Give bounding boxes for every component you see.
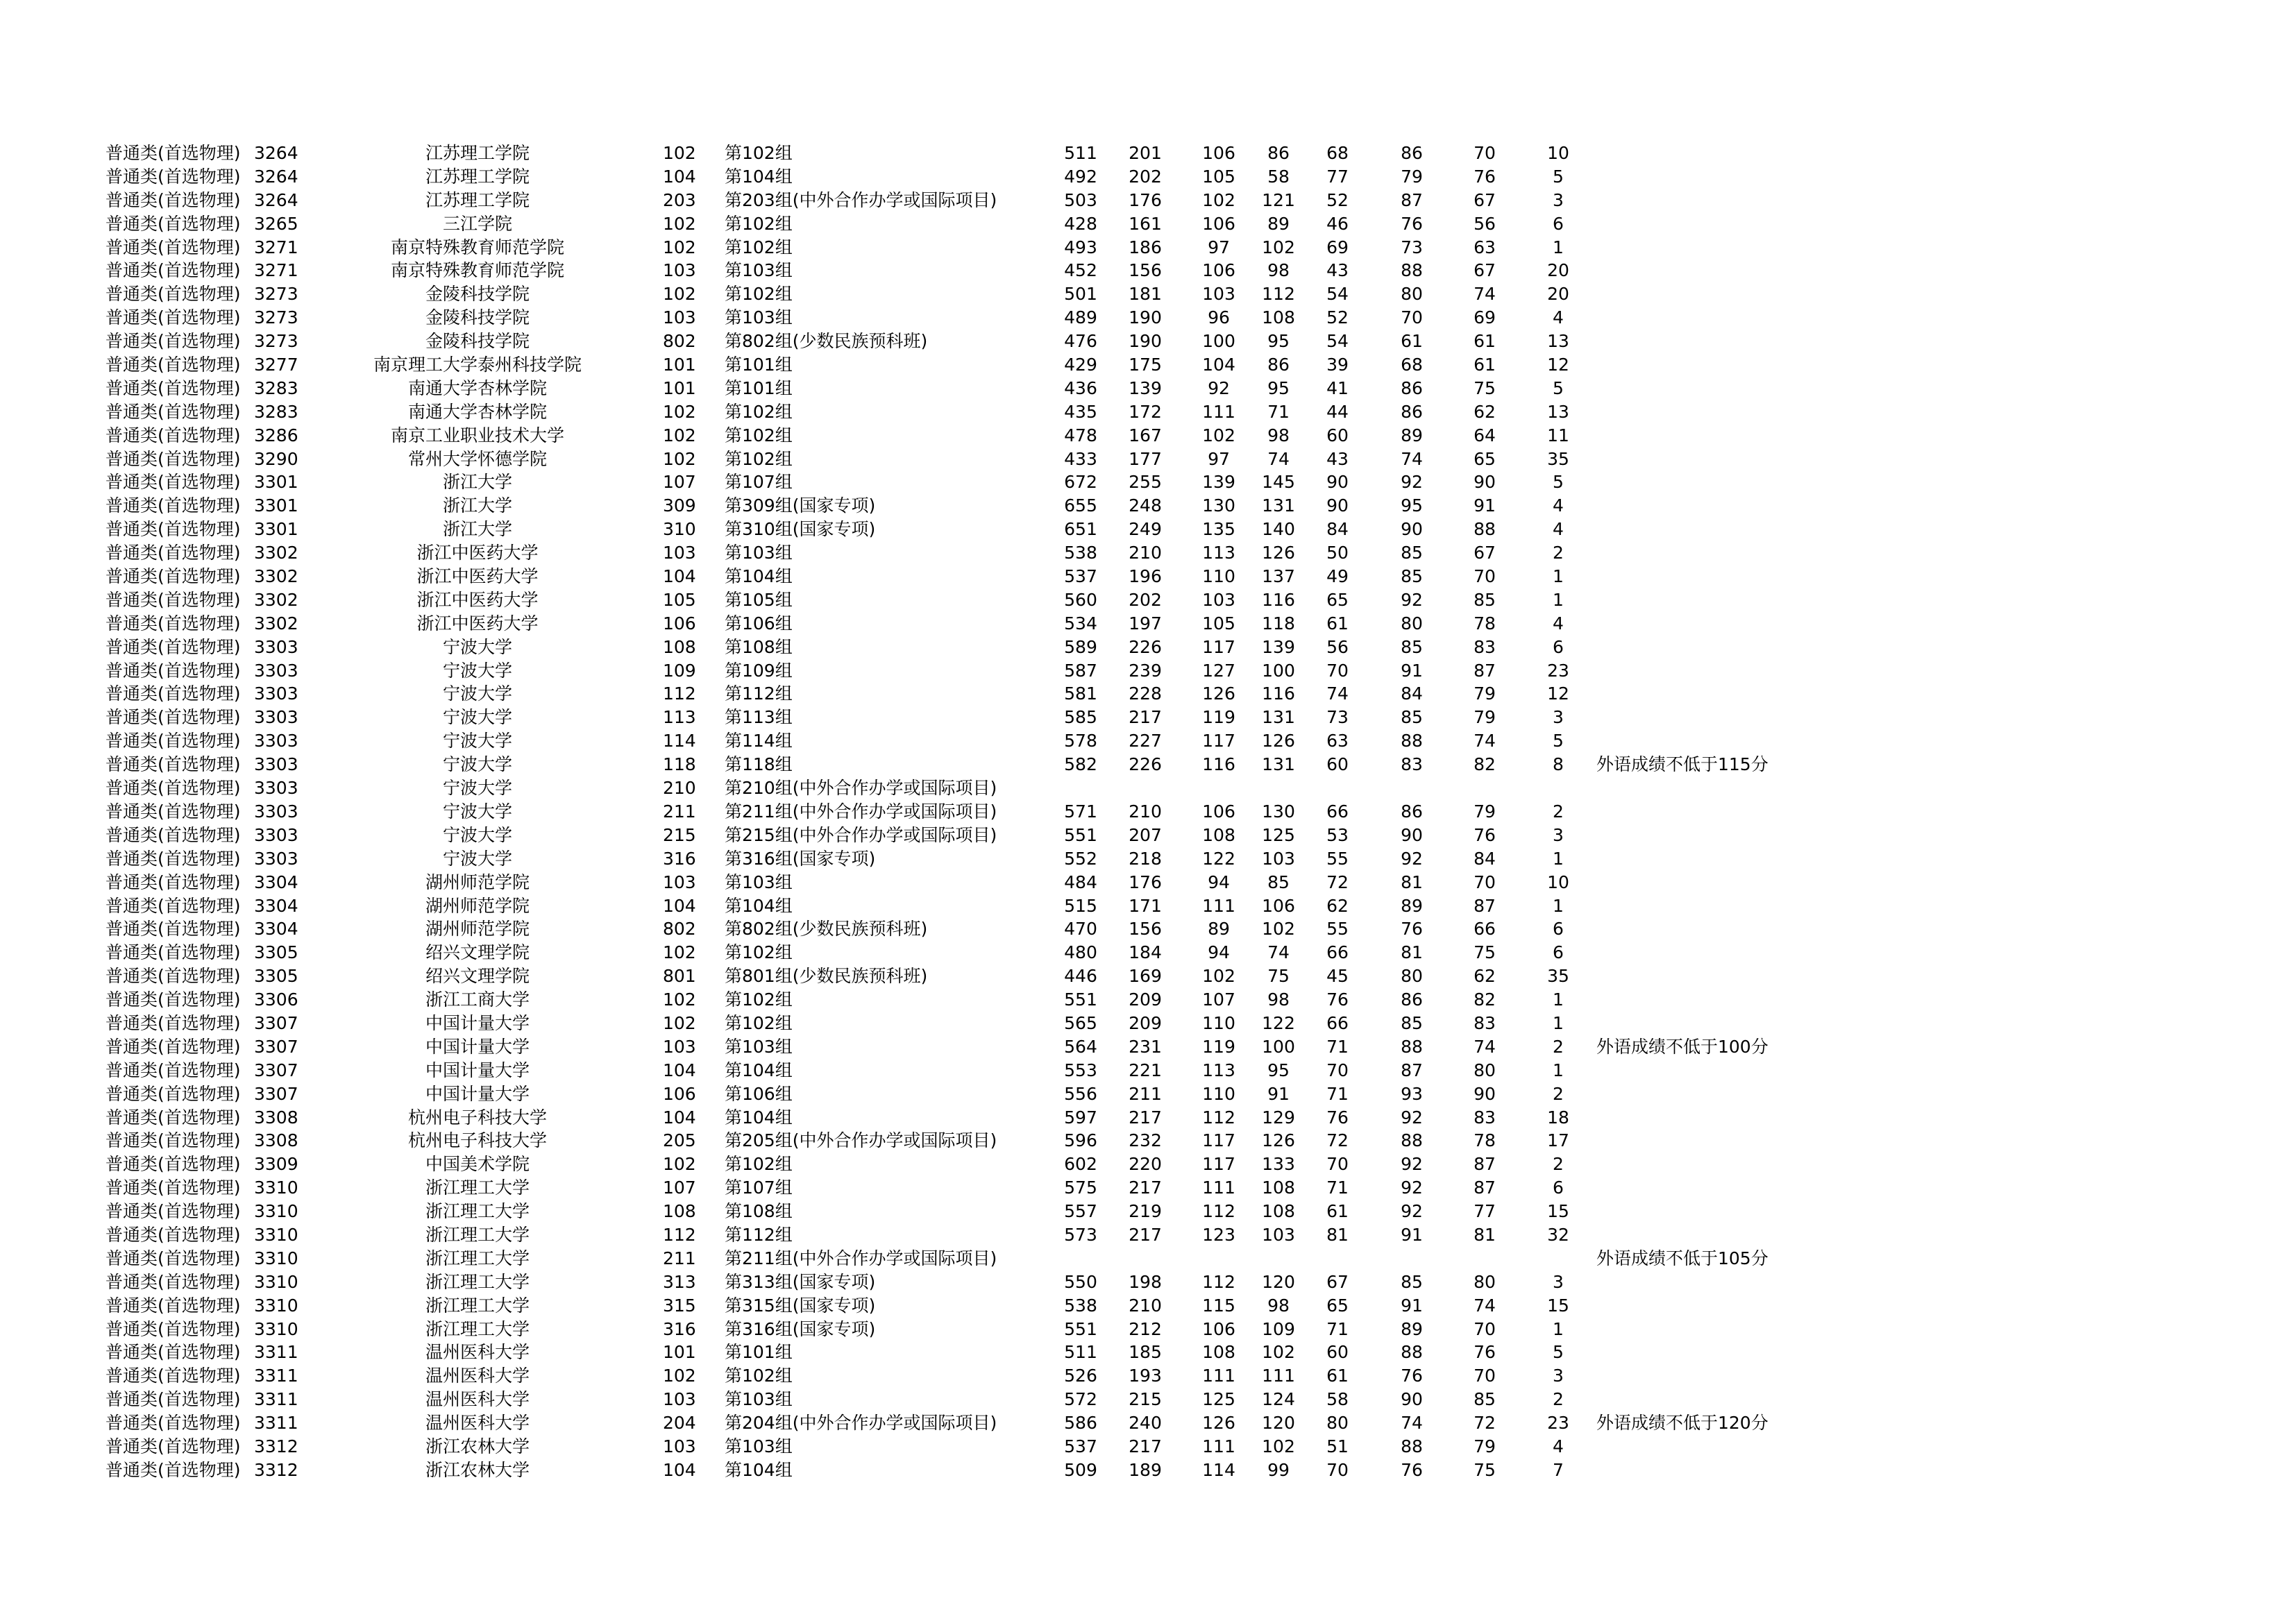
table-row: 普通类(首选物理) 3303 宁波大学 118 第118组 582 226 116 131 60 83 82 8 外语成绩不低于115分 — [0, 753, 2296, 776]
school-code-cell: 3311 — [254, 1342, 298, 1363]
table-row: 普通类(首选物理) 3307 中国计量大学 102 第102组 565 209 110 122 66 85 83 1 — [0, 1012, 2296, 1035]
table-row: 普通类(首选物理) 3302 浙江中医药大学 106 第106组 534 197 105 118 61 80 78 4 — [0, 612, 2296, 636]
group-code-cell: 102 — [663, 284, 696, 305]
group-name-cell: 第102组 — [725, 1154, 793, 1175]
category-cell: 普通类(首选物理) — [105, 331, 241, 352]
category-cell: 普通类(首选物理) — [105, 824, 241, 845]
group-name-cell: 第109组 — [725, 660, 793, 681]
school-code-cell: 3303 — [254, 731, 298, 751]
group-code-cell: 102 — [663, 989, 696, 1010]
group-code-cell: 102 — [663, 401, 696, 422]
group-code-cell: 103 — [663, 260, 696, 281]
table-row: 普通类(首选物理) 3309 中国美术学院 102 第102组 602 220 117 133 70 92 87 2 — [0, 1153, 2296, 1176]
group-name-cell: 第102组 — [725, 213, 793, 234]
group-code-cell: 108 — [663, 636, 696, 657]
group-code-cell: 316 — [663, 1318, 696, 1339]
school-code-cell: 3305 — [254, 942, 298, 963]
group-name-cell: 第112组 — [725, 683, 793, 704]
group-name-cell: 第103组 — [725, 872, 793, 892]
group-code-cell: 210 — [663, 778, 696, 799]
category-cell: 普通类(首选物理) — [105, 143, 241, 163]
group-code-cell: 104 — [663, 895, 696, 916]
table-row: 普通类(首选物理) 3312 浙江农林大学 103 第103组 537 217 111 102 51 88 79 4 — [0, 1435, 2296, 1459]
school-code-cell: 3302 — [254, 589, 298, 610]
category-cell: 普通类(首选物理) — [105, 942, 241, 963]
school-code-cell: 3308 — [254, 1130, 298, 1151]
school-code-cell: 3301 — [254, 519, 298, 540]
table-row: 普通类(首选物理) 3306 浙江工商大学 102 第102组 551 209 107 98 76 86 82 1 — [0, 988, 2296, 1012]
school-code-cell: 3307 — [254, 1083, 298, 1104]
table-row: 普通类(首选物理) 3303 宁波大学 108 第108组 589 226 117 139 56 85 83 6 — [0, 636, 2296, 659]
group-name-cell: 第104组 — [725, 1107, 793, 1128]
group-code-cell: 106 — [663, 613, 696, 634]
table-row: 普通类(首选物理) 3311 温州医科大学 103 第103组 572 215 125 124 58 90 85 2 — [0, 1388, 2296, 1411]
group-code-cell: 102 — [663, 1154, 696, 1175]
table-row: 普通类(首选物理) 3273 金陵科技学院 802 第802组(少数民族预科班) 476 190 100 95 54 61 61 13 — [0, 330, 2296, 353]
table-row: 普通类(首选物理) 3301 浙江大学 107 第107组 672 255 139 145 90 92 90 5 — [0, 470, 2296, 494]
category-cell: 普通类(首选物理) — [105, 1154, 241, 1175]
table-row: 普通类(首选物理) 3307 中国计量大学 103 第103组 564 231 119 100 71 88 74 2 外语成绩不低于100分 — [0, 1035, 2296, 1059]
school-code-cell: 3310 — [254, 1178, 298, 1198]
school-code-cell: 3301 — [254, 472, 298, 493]
group-code-cell: 104 — [663, 1107, 696, 1128]
category-cell: 普通类(首选物理) — [105, 636, 241, 657]
category-cell: 普通类(首选物理) — [105, 425, 241, 445]
table-row: 普通类(首选物理) 3310 浙江理工大学 211 第211组(中外合作办学或国际项目) 外语成绩不低于105分 — [0, 1247, 2296, 1271]
school-code-cell: 3304 — [254, 895, 298, 916]
group-code-cell: 103 — [663, 543, 696, 563]
category-cell: 普通类(首选物理) — [105, 377, 241, 398]
category-cell: 普通类(首选物理) — [105, 613, 241, 634]
note-cell: 外语成绩不低于115分 — [1596, 754, 1769, 775]
group-name-cell: 第103组 — [725, 260, 793, 281]
school-code-cell: 3303 — [254, 778, 298, 799]
table-row: 普通类(首选物理) 3312 浙江农林大学 104 第104组 509 189 114 99 70 76 75 7 — [0, 1459, 2296, 1482]
category-cell: 普通类(首选物理) — [105, 189, 241, 210]
school-code-cell: 3301 — [254, 495, 298, 516]
school-code-cell: 3307 — [254, 1060, 298, 1080]
table-row: 普通类(首选物理) 3310 浙江理工大学 313 第313组(国家专项) 550 198 112 120 67 85 80 3 — [0, 1271, 2296, 1294]
school-code-cell: 3310 — [254, 1201, 298, 1222]
category-cell: 普通类(首选物理) — [105, 1224, 241, 1245]
school-code-cell: 3312 — [254, 1436, 298, 1456]
school-code-cell: 3273 — [254, 284, 298, 305]
group-name-cell: 第215组(中外合作办学或国际项目) — [725, 824, 997, 845]
table-row: 普通类(首选物理) 3308 杭州电子科技大学 104 第104组 597 217 112 129 76 92 83 18 — [0, 1106, 2296, 1130]
group-name-cell: 第107组 — [725, 1178, 793, 1198]
school-code-cell: 3264 — [254, 189, 298, 210]
category-cell: 普通类(首选物理) — [105, 1130, 241, 1151]
table-row: 普通类(首选物理) 3265 三江学院 102 第102组 428 161 106 89 46 76 56 6 — [0, 212, 2296, 236]
school-code-cell: 3302 — [254, 566, 298, 587]
school-code-cell: 3264 — [254, 143, 298, 163]
school-code-cell: 3311 — [254, 1413, 298, 1434]
category-cell: 普通类(首选物理) — [105, 495, 241, 516]
group-code-cell: 313 — [663, 1271, 696, 1292]
category-cell: 普通类(首选物理) — [105, 1436, 241, 1456]
group-name-cell: 第204组(中外合作办学或国际项目) — [725, 1413, 997, 1434]
table-row: 普通类(首选物理) 3307 中国计量大学 106 第106组 556 211 110 91 71 93 90 2 — [0, 1082, 2296, 1106]
group-code-cell: 113 — [663, 707, 696, 728]
table-row: 普通类(首选物理) 3308 杭州电子科技大学 205 第205组(中外合作办学或国际项目) 596 232 117 126 72 88 78 17 — [0, 1129, 2296, 1153]
group-code-cell: 103 — [663, 872, 696, 892]
category-cell: 普通类(首选物理) — [105, 919, 241, 940]
category-cell: 普通类(首选物理) — [105, 448, 241, 469]
group-name-cell: 第107组 — [725, 472, 793, 493]
category-cell: 普通类(首选物理) — [105, 307, 241, 328]
group-name-cell: 第103组 — [725, 1436, 793, 1456]
group-code-cell: 103 — [663, 1036, 696, 1057]
group-code-cell: 108 — [663, 1201, 696, 1222]
school-code-cell: 3264 — [254, 166, 298, 187]
group-name-cell: 第802组(少数民族预科班) — [725, 331, 928, 352]
table-row: 普通类(首选物理) 3301 浙江大学 309 第309组(国家专项) 655 248 130 131 90 95 91 4 — [0, 494, 2296, 518]
table-row: 普通类(首选物理) 3303 宁波大学 215 第215组(中外合作办学或国际项目) 551 207 108 125 53 90 76 3 — [0, 824, 2296, 847]
school-code-cell: 3304 — [254, 919, 298, 940]
school-code-cell: 3283 — [254, 377, 298, 398]
school-code-cell: 3265 — [254, 213, 298, 234]
group-code-cell: 102 — [663, 213, 696, 234]
table-row: 普通类(首选物理) 3283 南通大学杏林学院 102 第102组 435 172 111 71 44 86 62 13 — [0, 400, 2296, 424]
table-row: 普通类(首选物理) 3303 宁波大学 316 第316组(国家专项) 552 218 122 103 55 92 84 1 — [0, 847, 2296, 871]
school-code-cell: 3311 — [254, 1389, 298, 1410]
school-code-cell: 3303 — [254, 683, 298, 704]
table-row: 普通类(首选物理) 3305 绍兴文理学院 801 第801组(少数民族预科班) 446 169 102 75 45 80 62 35 — [0, 965, 2296, 988]
group-name-cell: 第105组 — [725, 589, 793, 610]
group-code-cell: 101 — [663, 377, 696, 398]
table-row: 普通类(首选物理) 3310 浙江理工大学 108 第108组 557 219 112 108 61 92 77 15 — [0, 1200, 2296, 1223]
school-code-cell: 3286 — [254, 425, 298, 445]
group-name-cell: 第106组 — [725, 1083, 793, 1104]
category-cell: 普通类(首选物理) — [105, 966, 241, 987]
table-row: 普通类(首选物理) 3307 中国计量大学 104 第104组 553 221 113 95 70 87 80 1 — [0, 1059, 2296, 1082]
table-row: 普通类(首选物理) 3264 江苏理工学院 104 第104组 492 202 105 58 77 79 76 5 — [0, 165, 2296, 189]
group-name-cell: 第102组 — [725, 425, 793, 445]
category-cell: 普通类(首选物理) — [105, 543, 241, 563]
group-code-cell: 801 — [663, 966, 696, 987]
table-row: 普通类(首选物理) 3310 浙江理工大学 112 第112组 573 217 123 103 81 91 81 32 — [0, 1223, 2296, 1247]
category-cell: 普通类(首选物理) — [105, 872, 241, 892]
table-row: 普通类(首选物理) 3290 常州大学怀德学院 102 第102组 433 177 97 74 43 74 65 35 — [0, 448, 2296, 471]
group-name-cell: 第315组(国家专项) — [725, 1295, 876, 1316]
category-cell: 普通类(首选物理) — [105, 683, 241, 704]
table-row: 普通类(首选物理) 3303 宁波大学 210 第210组(中外合作办学或国际项目) — [0, 776, 2296, 800]
school-code-cell: 3271 — [254, 237, 298, 257]
school-code-cell: 3311 — [254, 1366, 298, 1386]
group-code-cell: 211 — [663, 801, 696, 822]
group-code-cell: 104 — [663, 1060, 696, 1080]
category-cell: 普通类(首选物理) — [105, 1248, 241, 1268]
group-code-cell: 114 — [663, 731, 696, 751]
group-name-cell: 第102组 — [725, 143, 793, 163]
group-code-cell: 101 — [663, 1342, 696, 1363]
category-cell: 普通类(首选物理) — [105, 1271, 241, 1292]
school-code-cell: 3309 — [254, 1154, 298, 1175]
group-name-cell: 第102组 — [725, 284, 793, 305]
category-cell: 普通类(首选物理) — [105, 237, 241, 257]
school-code-cell: 3307 — [254, 1036, 298, 1057]
school-code-cell: 3304 — [254, 872, 298, 892]
group-name-cell: 第103组 — [725, 1036, 793, 1057]
note-cell: 外语成绩不低于120分 — [1596, 1413, 1769, 1434]
category-cell: 普通类(首选物理) — [105, 989, 241, 1010]
group-code-cell: 102 — [663, 1366, 696, 1386]
group-name-cell: 第102组 — [725, 1366, 793, 1386]
group-name-cell: 第108组 — [725, 1201, 793, 1222]
group-name-cell: 第104组 — [725, 166, 793, 187]
school-code-cell: 3277 — [254, 355, 298, 375]
group-code-cell: 104 — [663, 1459, 696, 1480]
group-code-cell: 104 — [663, 166, 696, 187]
group-name-cell: 第316组(国家专项) — [725, 1318, 876, 1339]
category-cell: 普通类(首选物理) — [105, 213, 241, 234]
group-name-cell: 第106组 — [725, 613, 793, 634]
category-cell: 普通类(首选物理) — [105, 754, 241, 775]
table-row: 普通类(首选物理) 3302 浙江中医药大学 104 第104组 537 196 110 137 49 85 70 1 — [0, 565, 2296, 588]
group-name-cell: 第104组 — [725, 1060, 793, 1080]
category-cell: 普通类(首选物理) — [105, 401, 241, 422]
table-row: 普通类(首选物理) 3311 温州医科大学 101 第101组 511 185 108 102 60 88 76 5 — [0, 1341, 2296, 1364]
group-code-cell: 309 — [663, 495, 696, 516]
category-cell: 普通类(首选物理) — [105, 895, 241, 916]
table-row: 普通类(首选物理) 3303 宁波大学 114 第114组 578 227 117 126 63 88 74 5 — [0, 729, 2296, 753]
table-row: 普通类(首选物理) 3302 浙江中医药大学 105 第105组 560 202 103 116 65 92 85 1 — [0, 588, 2296, 612]
group-name-cell: 第113组 — [725, 707, 793, 728]
table-row: 普通类(首选物理) 3311 温州医科大学 102 第102组 526 193 111 111 61 76 70 3 — [0, 1364, 2296, 1388]
group-code-cell: 118 — [663, 754, 696, 775]
table-row: 普通类(首选物理) 3286 南京工业职业技术大学 102 第102组 478 167 102 98 60 89 64 11 — [0, 424, 2296, 448]
table-row: 普通类(首选物理) 3301 浙江大学 310 第310组(国家专项) 651 249 135 140 84 90 88 4 — [0, 518, 2296, 541]
table-row: 普通类(首选物理) 3264 江苏理工学院 203 第203组(中外合作办学或国际项目) 503 176 102 121 52 87 67 3 — [0, 189, 2296, 212]
category-cell: 普通类(首选物理) — [105, 1107, 241, 1128]
group-name-cell: 第103组 — [725, 307, 793, 328]
group-name-cell: 第104组 — [725, 566, 793, 587]
school-code-cell: 3283 — [254, 401, 298, 422]
table-row: 普通类(首选物理) 3277 南京理工大学泰州科技学院 101 第101组 429 175 104 86 39 68 61 12 — [0, 353, 2296, 377]
category-cell: 普通类(首选物理) — [105, 284, 241, 305]
group-name-cell: 第101组 — [725, 1342, 793, 1363]
category-cell: 普通类(首选物理) — [105, 1413, 241, 1434]
school-code-cell: 3306 — [254, 989, 298, 1010]
group-code-cell: 211 — [663, 1248, 696, 1268]
group-name-cell: 第102组 — [725, 237, 793, 257]
group-code-cell: 205 — [663, 1130, 696, 1151]
category-cell: 普通类(首选物理) — [105, 801, 241, 822]
table-row: 普通类(首选物理) 3283 南通大学杏林学院 101 第101组 436 139 92 95 41 86 75 5 — [0, 377, 2296, 400]
group-code-cell: 107 — [663, 1178, 696, 1198]
category-cell: 普通类(首选物理) — [105, 166, 241, 187]
table-row: 普通类(首选物理) 3273 金陵科技学院 103 第103组 489 190 96 108 52 70 69 4 — [0, 306, 2296, 330]
group-name-cell: 第102组 — [725, 448, 793, 469]
category-cell: 普通类(首选物理) — [105, 1366, 241, 1386]
group-code-cell: 102 — [663, 448, 696, 469]
category-cell: 普通类(首选物理) — [105, 519, 241, 540]
group-code-cell: 215 — [663, 824, 696, 845]
category-cell: 普通类(首选物理) — [105, 1318, 241, 1339]
group-name-cell: 第104组 — [725, 895, 793, 916]
school-code-cell: 3310 — [254, 1295, 298, 1316]
category-cell: 普通类(首选物理) — [105, 1295, 241, 1316]
group-name-cell: 第211组(中外合作办学或国际项目) — [725, 1248, 997, 1268]
table-row: 普通类(首选物理) 3310 浙江理工大学 315 第315组(国家专项) 538 210 115 98 65 91 74 15 — [0, 1294, 2296, 1318]
group-name-cell: 第310组(国家专项) — [725, 519, 876, 540]
group-name-cell: 第801组(少数民族预科班) — [725, 966, 928, 987]
school-code-cell: 3310 — [254, 1271, 298, 1292]
group-name-cell: 第114组 — [725, 731, 793, 751]
group-name-cell: 第104组 — [725, 1459, 793, 1480]
group-code-cell: 112 — [663, 1224, 696, 1245]
school-code-cell: 3302 — [254, 543, 298, 563]
group-name-cell: 第309组(国家专项) — [725, 495, 876, 516]
group-name-cell: 第802组(少数民族预科班) — [725, 919, 928, 940]
category-cell: 普通类(首选物理) — [105, 1012, 241, 1033]
group-name-cell: 第103组 — [725, 1389, 793, 1410]
group-code-cell: 316 — [663, 848, 696, 869]
group-code-cell: 204 — [663, 1413, 696, 1434]
group-name-cell: 第205组(中外合作办学或国际项目) — [725, 1130, 997, 1151]
group-code-cell: 104 — [663, 566, 696, 587]
group-name-cell: 第203组(中外合作办学或国际项目) — [725, 189, 997, 210]
group-name-cell: 第210组(中外合作办学或国际项目) — [725, 778, 997, 799]
group-name-cell: 第101组 — [725, 377, 793, 398]
category-cell: 普通类(首选物理) — [105, 1459, 241, 1480]
group-name-cell: 第102组 — [725, 989, 793, 1010]
school-code-cell: 3290 — [254, 448, 298, 469]
table-row: 普通类(首选物理) 3273 金陵科技学院 102 第102组 501 181 103 112 54 80 74 20 — [0, 282, 2296, 306]
category-cell: 普通类(首选物理) — [105, 1342, 241, 1363]
group-name-cell: 第108组 — [725, 636, 793, 657]
group-code-cell: 101 — [663, 355, 696, 375]
school-code-cell: 3303 — [254, 801, 298, 822]
table-row: 普通类(首选物理) 3264 江苏理工学院 102 第102组 511 201 106 86 68 86 70 10 — [0, 142, 2296, 165]
category-cell: 普通类(首选物理) — [105, 355, 241, 375]
group-code-cell: 103 — [663, 1436, 696, 1456]
table-row: 普通类(首选物理) 3311 温州医科大学 204 第204组(中外合作办学或国际项目) 586 240 126 120 80 74 72 23 外语成绩不低于120分 — [0, 1411, 2296, 1435]
group-code-cell: 802 — [663, 919, 696, 940]
table-row: 普通类(首选物理) 3271 南京特殊教育师范学院 103 第103组 452 156 106 98 43 88 67 20 — [0, 259, 2296, 282]
group-name-cell: 第102组 — [725, 942, 793, 963]
school-code-cell: 3305 — [254, 966, 298, 987]
group-code-cell: 103 — [663, 307, 696, 328]
group-name-cell: 第118组 — [725, 754, 793, 775]
category-cell: 普通类(首选物理) — [105, 260, 241, 281]
school-code-cell: 3307 — [254, 1012, 298, 1033]
group-code-cell: 102 — [663, 1012, 696, 1033]
table-row: 普通类(首选物理) 3305 绍兴文理学院 102 第102组 480 184 94 74 66 81 75 6 — [0, 941, 2296, 965]
spreadsheet-table — [0, 142, 2296, 1482]
table-row: 普通类(首选物理) 3304 湖州师范学院 802 第802组(少数民族预科班) 470 156 89 102 55 76 66 6 — [0, 917, 2296, 941]
category-cell: 普通类(首选物理) — [105, 848, 241, 869]
group-name-cell: 第112组 — [725, 1224, 793, 1245]
table-row: 普通类(首选物理) 3303 宁波大学 113 第113组 585 217 119 131 73 85 79 3 — [0, 706, 2296, 729]
table-row: 普通类(首选物理) 3303 宁波大学 112 第112组 581 228 126 116 74 84 79 12 — [0, 682, 2296, 706]
category-cell: 普通类(首选物理) — [105, 1036, 241, 1057]
school-code-cell: 3308 — [254, 1107, 298, 1128]
school-code-cell: 3312 — [254, 1459, 298, 1480]
group-code-cell: 102 — [663, 942, 696, 963]
category-cell: 普通类(首选物理) — [105, 1083, 241, 1104]
school-code-cell: 3271 — [254, 260, 298, 281]
table-row: 普通类(首选物理) 3310 浙江理工大学 107 第107组 575 217 111 108 71 92 87 6 — [0, 1176, 2296, 1200]
category-cell: 普通类(首选物理) — [105, 566, 241, 587]
category-cell: 普通类(首选物理) — [105, 707, 241, 728]
group-code-cell: 102 — [663, 143, 696, 163]
school-code-cell: 3310 — [254, 1318, 298, 1339]
school-code-cell: 3303 — [254, 848, 298, 869]
group-name-cell: 第316组(国家专项) — [725, 848, 876, 869]
school-code-cell: 3273 — [254, 331, 298, 352]
note-cell: 外语成绩不低于105分 — [1596, 1248, 1769, 1268]
school-code-cell: 3303 — [254, 824, 298, 845]
group-code-cell: 102 — [663, 425, 696, 445]
school-code-cell: 3303 — [254, 754, 298, 775]
group-name-cell: 第103组 — [725, 543, 793, 563]
group-code-cell: 106 — [663, 1083, 696, 1104]
group-name-cell: 第102组 — [725, 401, 793, 422]
category-cell: 普通类(首选物理) — [105, 472, 241, 493]
school-code-cell: 3303 — [254, 660, 298, 681]
category-cell: 普通类(首选物理) — [105, 1060, 241, 1080]
school-code-cell: 3302 — [254, 613, 298, 634]
school-code-cell: 3310 — [254, 1224, 298, 1245]
category-cell: 普通类(首选物理) — [105, 1389, 241, 1410]
school-code-cell: 3273 — [254, 307, 298, 328]
group-code-cell: 112 — [663, 683, 696, 704]
category-cell: 普通类(首选物理) — [105, 731, 241, 751]
group-code-cell: 802 — [663, 331, 696, 352]
group-name-cell: 第101组 — [725, 355, 793, 375]
school-code-cell: 3303 — [254, 707, 298, 728]
group-name-cell: 第211组(中外合作办学或国际项目) — [725, 801, 997, 822]
group-code-cell: 102 — [663, 237, 696, 257]
category-cell: 普通类(首选物理) — [105, 778, 241, 799]
table-row: 普通类(首选物理) 3310 浙江理工大学 316 第316组(国家专项) 551 212 106 109 71 89 70 1 — [0, 1318, 2296, 1341]
group-code-cell: 107 — [663, 472, 696, 493]
category-cell: 普通类(首选物理) — [105, 660, 241, 681]
group-code-cell: 203 — [663, 189, 696, 210]
table-row: 普通类(首选物理) 3303 宁波大学 211 第211组(中外合作办学或国际项目) 571 210 106 130 66 86 79 2 — [0, 800, 2296, 824]
group-code-cell: 315 — [663, 1295, 696, 1316]
table-row: 普通类(首选物理) 3304 湖州师范学院 103 第103组 484 176 94 85 72 81 70 10 — [0, 871, 2296, 894]
category-cell: 普通类(首选物理) — [105, 1201, 241, 1222]
note-cell: 外语成绩不低于100分 — [1596, 1036, 1769, 1057]
table-row: 普通类(首选物理) 3271 南京特殊教育师范学院 102 第102组 493 186 97 102 69 73 63 1 — [0, 236, 2296, 260]
group-code-cell: 109 — [663, 660, 696, 681]
table-row: 普通类(首选物理) 3302 浙江中医药大学 103 第103组 538 210 113 126 50 85 67 2 — [0, 541, 2296, 565]
category-cell: 普通类(首选物理) — [105, 1178, 241, 1198]
category-cell: 普通类(首选物理) — [105, 589, 241, 610]
table-row: 普通类(首选物理) 3303 宁波大学 109 第109组 587 239 127 100 70 91 87 23 — [0, 659, 2296, 683]
group-name-cell: 第102组 — [725, 1012, 793, 1033]
group-code-cell: 105 — [663, 589, 696, 610]
school-code-cell: 3303 — [254, 636, 298, 657]
school-code-cell: 3310 — [254, 1248, 298, 1268]
group-code-cell: 310 — [663, 519, 696, 540]
group-code-cell: 103 — [663, 1389, 696, 1410]
group-name-cell: 第313组(国家专项) — [725, 1271, 876, 1292]
table-row: 普通类(首选物理) 3304 湖州师范学院 104 第104组 515 171 111 106 62 89 87 1 — [0, 894, 2296, 918]
